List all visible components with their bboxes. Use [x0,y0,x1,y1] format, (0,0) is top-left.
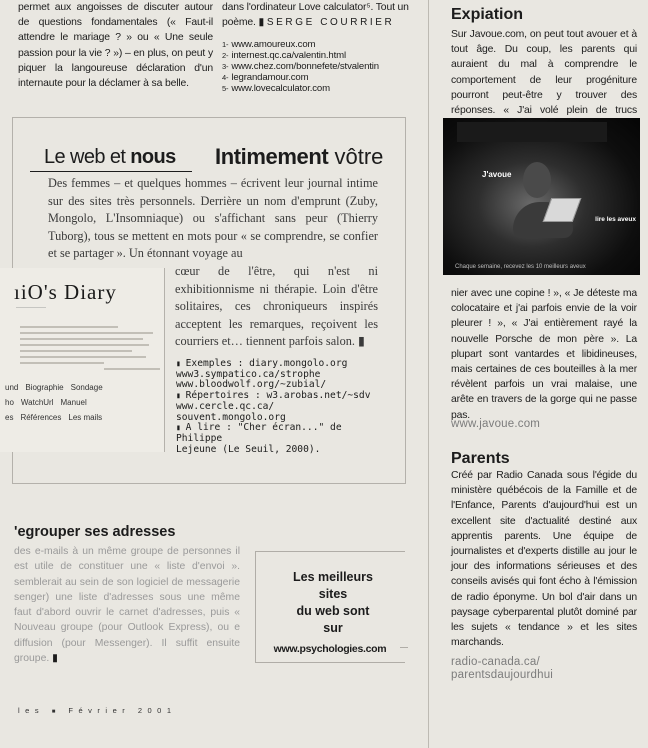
diary-nav-link[interactable]: ho [5,398,14,407]
reference-text: www3.sympatico.ca/strophe [176,368,321,380]
parents-url[interactable] [451,656,553,682]
diary-nav-row [5,413,160,422]
signature-mark: ▮ [258,17,265,29]
reference-bullet: ▮ [176,423,186,433]
top-middle-column [222,0,422,94]
diary-nav-row [5,383,160,392]
section-title-prefix: Le web et [44,146,131,168]
reference-line [176,445,386,456]
diary-nav-row [5,398,160,407]
section-title-underline [30,171,192,172]
reference-text: Exemples : diary.mongolo.org [185,358,348,369]
reference-text: Répertoires : w3.arobas.net/~sdv [185,390,371,402]
footer-square: ■ [51,709,61,715]
best-box-tick [400,647,408,648]
parents-url-line2: parentsdaujourdhui [451,669,554,681]
url-text: www.chez.com/bonnefete/stvalentin [231,61,379,72]
regroup-heading: 'egrouper ses adresses [14,524,176,540]
feature-intro-part [175,263,378,351]
page-footer [18,706,177,715]
diary-nav-link[interactable]: Biographie [25,383,64,392]
best-line-4: sur [323,621,343,635]
photo-header-band [457,122,607,142]
regroup-body-text: des e-mails à un même groupe de personnes il est utile de constituer une « liste d'envoi ». semblerait au sein de son logiciel de messagerie senger) une liste d'adresses sous une même faut d'abord ouvrir le carnet d'adresses, puis « Nouveau groupe (pour Outlook Express), ou e diffusion (pour Messenger). Il suffit ensuite groupe. [14,546,240,665]
diary-nav-link[interactable]: Références [20,413,62,422]
diary-nav-link[interactable]: es [5,413,14,422]
url-text: legrandamour.com [231,71,309,83]
reference-text: A lire : "Cher écran..." de Philippe [176,422,342,444]
diary-nav-link[interactable]: Manuel [60,398,87,407]
url-text: www.lovecalculator.com [231,82,330,94]
diary-title: ıiO's Diary [14,280,117,304]
psychologies-url[interactable]: www.psychologies.com [273,643,387,655]
top-left-column-text: permet aux angoisses de discuter autour de questions fondamentales (« Faut-il attendre le mariage ? » ou « Une seule passion pour la vie ? ») – en plus, on peut y piquer la langoureuse déclaration d'un internaute pour la déclamer à sa belle. [18,2,213,90]
diary-subtitle-line: —————— [16,305,46,311]
diary-nav-link[interactable]: und [5,383,19,392]
feature-title [215,144,383,170]
parents-body: Créé par Radio Canada sous l'égide du ministère québécois de la Famille et de l'Enfance, Parents d'aujourd'hui est un excellent site d'actualité destiné aux apprentis parents. Une équipe de journalistes et d'experts distille au jour le jour des informations sérieuses et des conseils avisés qui font écho à l'émission de radio éponyme. Un bol d'air dans un paysage cyberparental plutôt dominé par les sujets « tendance » et les sites marchands. [451,470,637,649]
expiation-body-top: Sur Javoue.com, on peut tout avouer et à tout âge. Du coup, les parents qui auraient du mal à comprendre le comportement de leur progéniture pourront peut-être y trouver des réponses. « J'ai volé plein de trucs [451,29,637,117]
best-line-2: sites [318,587,348,601]
url-number: 1- [222,40,229,50]
url-number: 3- [222,62,229,71]
url-list [222,40,422,94]
diary-nav-link[interactable]: Sondage [70,383,103,392]
footer-date: Février 2001 [68,706,177,715]
reference-line [176,423,386,444]
diary-nav-link[interactable]: Les mails [68,413,103,422]
reference-bullet: ▮ [176,359,186,368]
parents-url-line1: radio-canada.ca/ [451,656,540,668]
reference-text: www.bloodwolf.org/~zubial/ [176,379,327,391]
best-sites-text [268,569,398,637]
reference-text: Lejeune (Le Seuil, 2000). [176,443,321,455]
feature-intro-part-text: cœur de l'être, qui n'est ni exhibitionnisme ni thérapie. Loin d'être solitaires, ces chroniqueurs inspirés acceptent les remarques, reçoivent les courriers et… tiennent parfois salon. [175,264,378,349]
reference-text: www.cercle.qc.ca/ [176,400,275,412]
feature-title-bold: Intimement [215,144,329,169]
photo-figure-head [523,162,551,198]
section-title [44,146,176,169]
url-text: internest.qc.ca/valentin.html [231,50,346,62]
url-list-item[interactable] [222,84,422,95]
end-mark: ▮ [358,334,365,349]
feature-title-normal: vôtre [328,144,384,169]
diary-nav-link[interactable]: WatchUrl [20,398,54,407]
url-number: 4- [222,72,229,82]
reference-bullet: ▮ [176,391,186,401]
javoue-screenshot-image [443,118,640,275]
photo-caption: Chaque semaine, recevez les 10 meilleurs aveux [455,264,586,270]
url-number: 5- [222,83,229,93]
diary-text-lines [20,326,160,374]
javoue-logo: J'avoue [482,170,512,179]
feature-intro-full: Des femmes – et quelques hommes – écrivent leur journal intime sur des sites très personnels. Derrière un nom d'emprunt (Zuby, Mongolo, L'Insomniaque) ou s'affichant sans peur (Thierry Tuborg), tous se mettent en mots pour « se comprendre, se confier et se partager ». Un étonnant voyage au [48,176,378,261]
author-signature: SERGE COURRIER [266,17,395,29]
column-divider [428,0,429,748]
url-number: 2- [222,51,229,61]
expiation-heading: Expiation [451,6,524,23]
expiation-body-bottom: nier avec une copine ! », « Je déteste ma colocataire et j'ai parfois envie de la voir pleurer ! », « J'ai entièrement rayé la nouvelle Porsche de mon père ». La plupart sont vantardes et libidineuses, mais certaines de ces bouteilles à la mer révèlent parfois un vrai malaise, une arête en travers de la gorge qui ne passe pas. [451,288,637,421]
footer-left: les [18,706,45,715]
end-mark: ▮ [52,653,58,665]
url-text: www.amoureux.com [231,39,316,51]
read-confessions-link[interactable]: lire les aveux [595,216,636,223]
reference-text: souvent.mongolo.org [176,411,286,423]
section-title-bold: nous [130,146,176,168]
regroup-body [14,544,240,666]
parents-heading: Parents [451,450,510,467]
love-calculator-text: dans l'ordinateur Love calculator⁵. Tout un poème. [222,2,409,29]
javoue-url[interactable]: www.javoue.com [451,418,541,430]
best-line-3: du web sont [296,604,370,618]
feature-references [176,359,386,455]
best-line-1: Les meilleurs [293,570,373,584]
diary-nav [5,383,160,428]
